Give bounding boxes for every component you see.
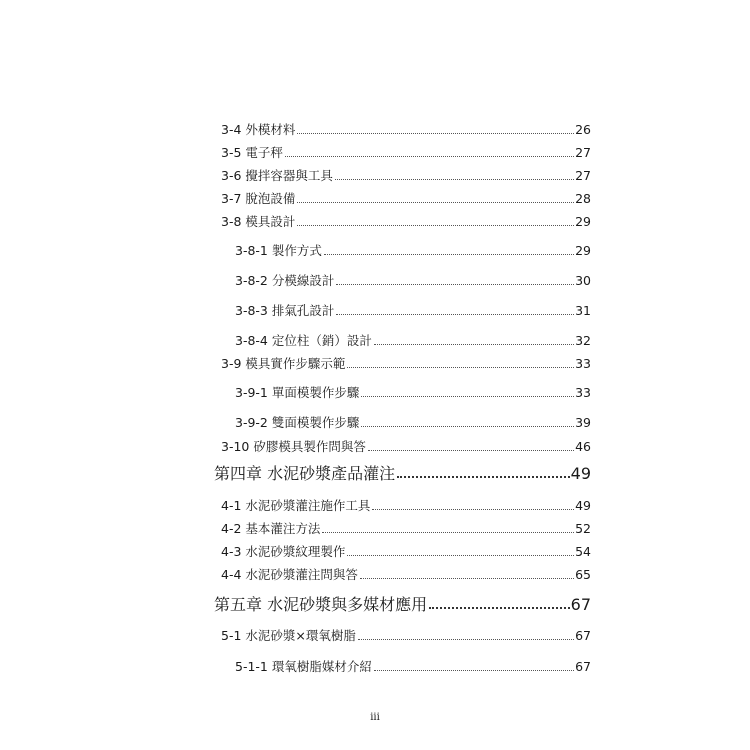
toc-entry-label: 3-8-2 分模線設計 (235, 273, 335, 288)
toc-entry-label: 3-5 電子秤 (221, 145, 283, 160)
toc-entry-page: 46 (575, 439, 591, 454)
dot-leader (297, 133, 574, 134)
toc-entry-label: 5-1-1 環氧樹脂媒材介紹 (235, 659, 372, 674)
toc-entry-page: 33 (575, 385, 591, 400)
dot-leader (335, 179, 574, 180)
dot-leader (336, 284, 574, 285)
toc-entry (235, 335, 591, 348)
toc-entry-page: 32 (575, 333, 591, 348)
toc-entry (221, 124, 591, 137)
toc-chapter-entry (214, 466, 591, 482)
toc-entry (235, 661, 591, 674)
toc-entry-label: 3-8-1 製作方式 (235, 243, 322, 258)
toc-entry-label: 4-2 基本灌注方法 (221, 521, 321, 536)
toc-entry (221, 569, 591, 582)
dot-leader (297, 225, 574, 226)
dot-leader (322, 532, 574, 533)
toc-entry-page: 67 (575, 659, 591, 674)
toc-entry (221, 523, 591, 536)
toc-entry-label: 3-9-1 單面模製作步驟 (235, 385, 360, 400)
toc-entry-label: 3-8-3 排氣孔設計 (235, 303, 335, 318)
toc-entry-label: 3-6 攪拌容器與工具 (221, 168, 333, 183)
dot-leader (372, 509, 574, 510)
dot-leader (324, 254, 574, 255)
toc-entry (221, 193, 591, 206)
toc-entry-page: 30 (575, 273, 591, 288)
toc-entry-page: 27 (575, 145, 591, 160)
toc-entry (221, 216, 591, 229)
toc-entry (235, 275, 591, 288)
toc-entry (235, 387, 591, 400)
toc-entry-label: 3-8 模具設計 (221, 214, 296, 229)
toc-entry-page: 31 (575, 303, 591, 318)
toc-entry-page: 39 (575, 415, 591, 430)
toc-entry-label: 3-9 模具實作步驟示範 (221, 356, 346, 371)
dot-leader (368, 450, 574, 451)
toc-entry-page: 28 (575, 191, 591, 206)
toc-entry (221, 441, 591, 454)
toc-entry-label: 3-9-2 雙面模製作步驟 (235, 415, 360, 430)
toc-chapter-page: 67 (570, 595, 591, 614)
toc-entry-page: 67 (575, 628, 591, 643)
toc-chapter-label: 第四章 水泥砂漿產品灌注 (214, 464, 396, 483)
toc-entry-page: 33 (575, 356, 591, 371)
toc-entry (221, 546, 591, 559)
toc-entry-page: 26 (575, 122, 591, 137)
toc-entry (221, 147, 591, 160)
dot-leader (336, 314, 574, 315)
toc-entry-page: 49 (575, 498, 591, 513)
toc-chapter-page: 49 (570, 464, 591, 483)
dot-leader (285, 156, 574, 157)
toc-entry (235, 417, 591, 430)
toc-entry-page: 65 (575, 567, 591, 582)
dot-leader (347, 555, 574, 556)
toc-chapter-entry (214, 597, 591, 613)
page-number: iii (370, 712, 380, 723)
toc-entry-page: 54 (575, 544, 591, 559)
dot-leader (429, 607, 570, 609)
toc-entry (221, 170, 591, 183)
dot-leader (358, 639, 574, 640)
toc-entry-label: 5-1 水泥砂漿×環氧樹脂 (221, 628, 356, 643)
dot-leader (347, 367, 574, 368)
toc-entry (235, 305, 591, 318)
toc-entry-label: 3-7 脫泡設備 (221, 191, 296, 206)
toc-entry-label: 4-4 水泥砂漿灌注問與答 (221, 567, 358, 582)
dot-leader (397, 476, 570, 478)
toc-entry-label: 3-8-4 定位柱（銷）設計 (235, 333, 372, 348)
toc-entry (221, 500, 591, 513)
toc-chapter-label: 第五章 水泥砂漿與多媒材應用 (214, 595, 428, 614)
dot-leader (297, 202, 574, 203)
toc-entry-page: 27 (575, 168, 591, 183)
dot-leader (360, 578, 574, 579)
toc-entry-page: 52 (575, 521, 591, 536)
toc-entry-label: 4-3 水泥砂漿紋理製作 (221, 544, 346, 559)
dot-leader (361, 396, 574, 397)
toc-entry-label: 3-10 矽膠模具製作問與答 (221, 439, 366, 454)
toc-entry-label: 3-4 外模材料 (221, 122, 296, 137)
toc-entry (235, 245, 591, 258)
toc-entry (221, 630, 591, 643)
toc-entry-label: 4-1 水泥砂漿灌注施作工具 (221, 498, 371, 513)
dot-leader (374, 670, 574, 671)
dot-leader (361, 426, 574, 427)
toc-entry-page: 29 (575, 243, 591, 258)
toc-entry-page: 29 (575, 214, 591, 229)
toc-entry (221, 358, 591, 371)
dot-leader (374, 344, 574, 345)
